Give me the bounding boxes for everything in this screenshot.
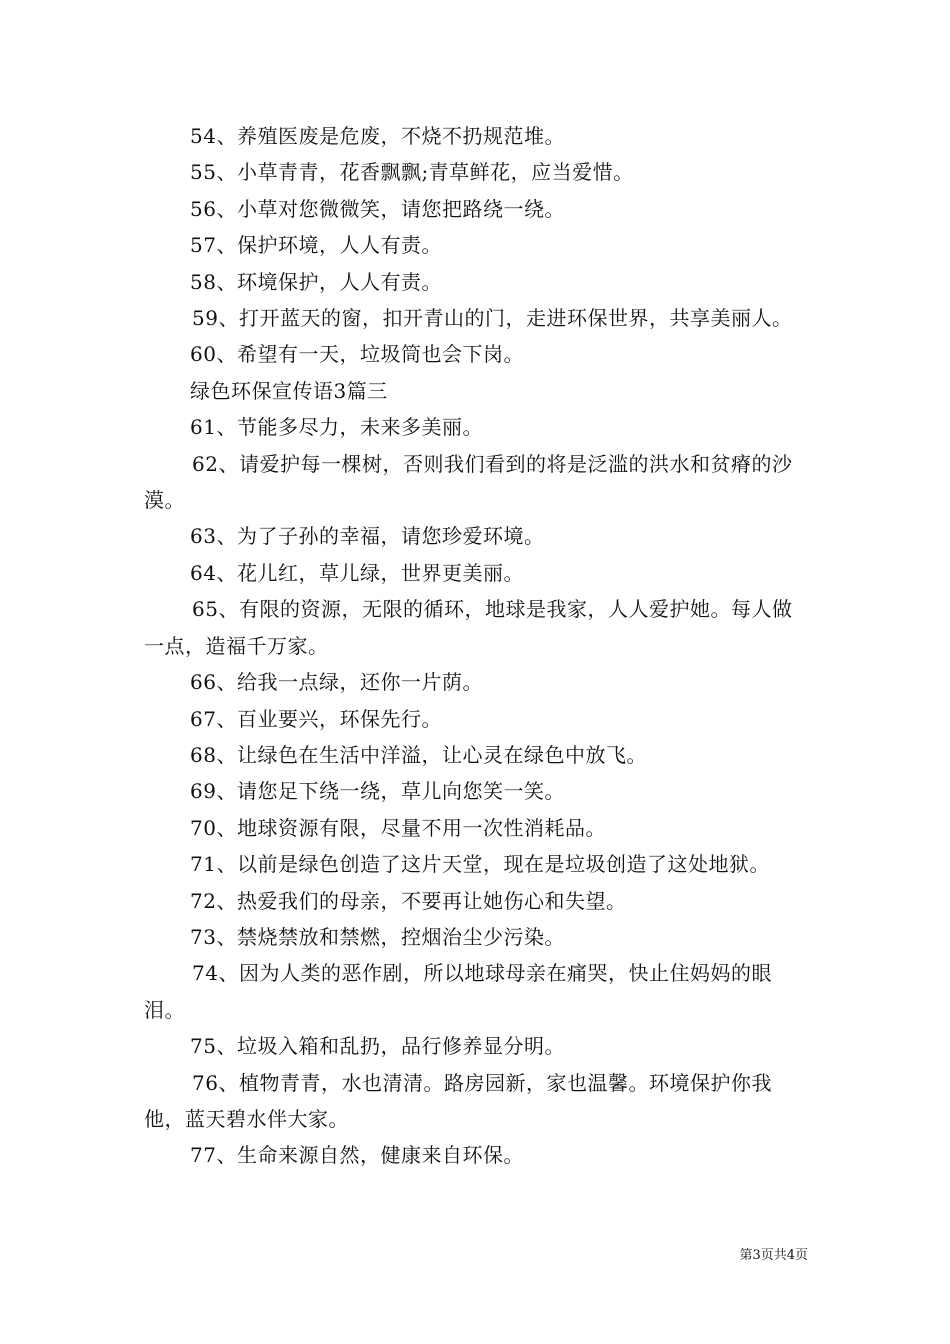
paragraph: 62、请爱护每一棵树，否则我们看到的将是泛滥的洪水和贫瘠的沙漠。 bbox=[144, 451, 793, 513]
paragraph: 67、百业要兴，环保先行。 bbox=[190, 706, 442, 731]
paragraph: 75、垃圾入箱和乱扔，品行修养显分明。 bbox=[190, 1034, 565, 1059]
document-body bbox=[144, 118, 808, 1174]
paragraph: 71、以前是绿色创造了这片天堂，现在是垃圾创造了这处地狱。 bbox=[190, 852, 770, 877]
paragraph: 61、节能多尽力，未来多美丽。 bbox=[190, 415, 483, 440]
section-heading: 绿色环保宣传语3篇三 bbox=[190, 378, 388, 403]
paragraph: 64、花儿红，草儿绿，世界更美丽。 bbox=[190, 560, 524, 585]
paragraph: 57、保护环境，人人有责。 bbox=[190, 233, 442, 258]
paragraph: 70、地球资源有限，尽量不用一次性消耗品。 bbox=[190, 815, 606, 840]
paragraph: 54、养殖医废是危废，不烧不扔规范堆。 bbox=[190, 124, 565, 148]
paragraph: 66、给我一点绿，还你一片荫。 bbox=[190, 670, 483, 695]
paragraph: 77、生命来源自然，健康来自环保。 bbox=[190, 1143, 524, 1168]
paragraph: 60、希望有一天，垃圾筒也会下岗。 bbox=[190, 342, 524, 367]
paragraph: 59、打开蓝天的窗，扣开青山的门，走进环保世界，共享美丽人。 bbox=[192, 306, 793, 331]
paragraph: 55、小草青青，花香飘飘;青草鲜花，应当爱惜。 bbox=[190, 160, 634, 185]
paragraph: 72、热爱我们的母亲，不要再让她伤心和失望。 bbox=[190, 888, 627, 913]
paragraph: 69、请您足下绕一绕，草儿向您笑一笑。 bbox=[190, 779, 565, 804]
paragraph: 56、小草对您微微笑，请您把路绕一绕。 bbox=[190, 196, 565, 221]
paragraph: 74、因为人类的恶作剧，所以地球母亲在痛哭，快止住妈妈的眼泪。 bbox=[144, 961, 772, 1022]
page-number: 第3页共4页 bbox=[739, 1248, 808, 1263]
paragraph: 76、植物青青，水也清清。路房园新，家也温馨。环境保护你我他，蓝天碧水伴大家。 bbox=[144, 1070, 772, 1131]
paragraph: 68、让绿色在生活中洋溢，让心灵在绿色中放飞。 bbox=[190, 742, 647, 767]
paragraph: 63、为了子孙的幸福，请您珍爱环境。 bbox=[190, 524, 545, 549]
paragraph: 65、有限的资源，无限的循环，地球是我家，人人爱护她。每人做一点，造福千万家。 bbox=[144, 597, 793, 658]
paragraph: 73、禁烧禁放和禁燃，控烟治尘少污染。 bbox=[190, 924, 565, 949]
paragraph: 58、环境保护，人人有责。 bbox=[190, 269, 442, 294]
